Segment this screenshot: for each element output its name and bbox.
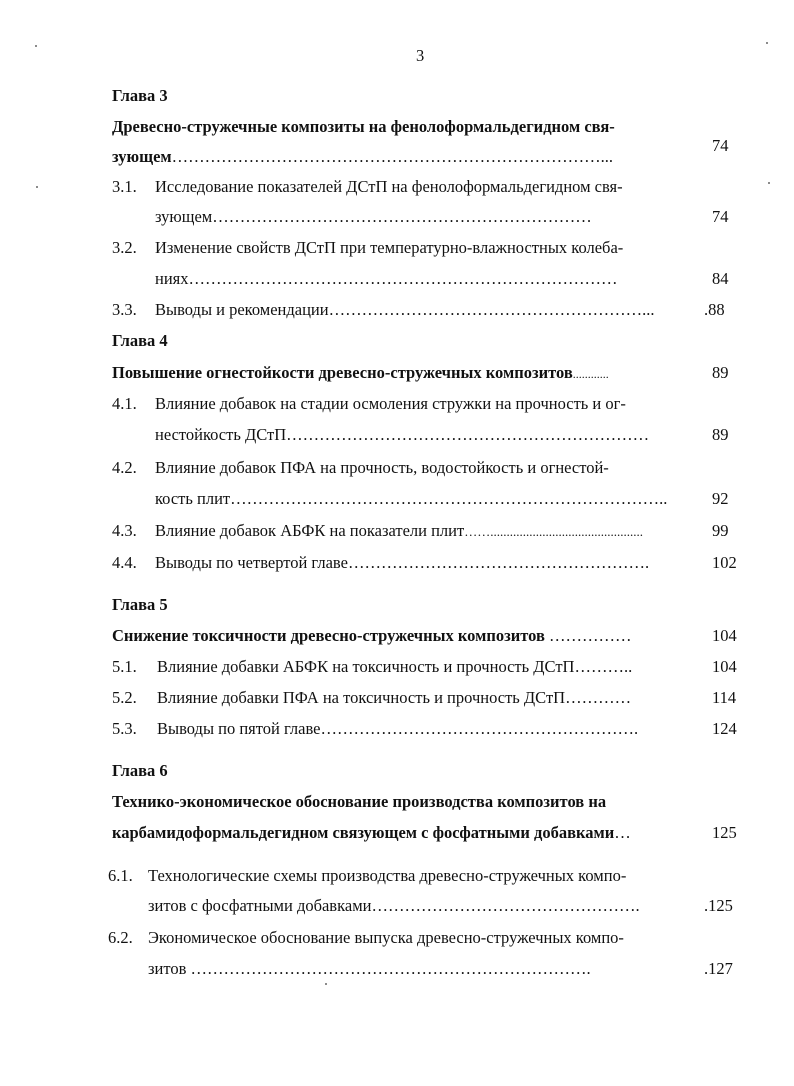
- chapter-3-heading: Глава 3: [112, 86, 168, 105]
- section-4-4-number: 4.4.: [112, 553, 137, 572]
- section-3-2-title-line2: [155, 269, 618, 289]
- chapter-5-heading: Глава 5: [112, 595, 168, 614]
- chapter-3-title-end: зующем: [112, 147, 172, 166]
- chapter-5-title-line: [112, 626, 631, 646]
- chapter-4-heading: Глава 4: [112, 331, 168, 350]
- page-number: 3: [416, 46, 425, 65]
- chapter-6-page: 125: [712, 823, 737, 842]
- section-4-2-title-end: кость плит: [155, 489, 231, 508]
- section-3-1-title-line1: Исследование показателей ДСтП на фенолоформальдегидном свя-: [155, 177, 623, 196]
- toc-leader-dots: …………………………………………………...: [328, 300, 655, 319]
- scan-speck: [36, 186, 38, 188]
- section-4-3-title-line: [155, 521, 643, 542]
- toc-leader-dots: ............: [572, 367, 609, 381]
- toc-leader-dots: ……………………………………………………………….: [186, 959, 591, 978]
- section-5-3-title: Выводы по пятой главе: [157, 719, 321, 738]
- chapter-6-heading: Глава 6: [112, 761, 168, 780]
- section-4-1-title-line1: Влияние добавок на стадии осмоления стружки на прочность и ог-: [155, 394, 626, 413]
- section-4-1-number: 4.1.: [112, 394, 137, 413]
- section-3-1-title-end: зующем: [155, 207, 213, 226]
- section-4-4-page: 102: [712, 553, 737, 572]
- section-3-1-page: 74: [712, 207, 729, 226]
- section-6-1-title-end: зитов с фосфатными добавками: [148, 896, 372, 915]
- section-4-2-title-line2: [155, 489, 667, 509]
- scan-speck: [35, 45, 37, 47]
- section-6-1-title-line2: [148, 896, 640, 916]
- section-4-3-number: 4.3.: [112, 521, 137, 540]
- section-5-1-page: 104: [712, 657, 737, 676]
- chapter-6-title-line1: Технико-экономическое обоснование производства композитов на: [112, 792, 607, 811]
- toc-leader-dots: …………………………………………………………: [286, 425, 650, 444]
- section-6-1-number: 6.1.: [108, 866, 133, 885]
- toc-leader-dots: ………………………………………….: [371, 896, 640, 915]
- section-3-2-title-line1: Изменение свойств ДСтП при температурно-влажностных колеба-: [155, 238, 624, 257]
- section-5-3-page: 124: [712, 719, 737, 738]
- section-5-3-number: 5.3.: [112, 719, 137, 738]
- section-5-2-page: 114: [712, 688, 737, 707]
- section-6-2-title-end: зитов: [148, 959, 187, 978]
- section-3-3-title-line: [155, 300, 654, 320]
- toc-leader-dots: ……………………………………………………………………..: [230, 489, 668, 508]
- section-6-2-page: .127: [704, 959, 733, 978]
- chapter-6-title-end: карбамидоформальдегидном связующем с фосфатными добавками: [112, 823, 615, 842]
- section-5-1-title: Влияние добавки АБФК на токсичность и прочность ДСтП: [157, 657, 575, 676]
- toc-leader-dots: …………: [565, 688, 632, 707]
- chapter-4-page: 89: [712, 363, 729, 382]
- section-6-2-title-line2: [148, 959, 591, 979]
- toc-leader-dots: ……………………………………………………………………: [188, 269, 618, 288]
- toc-leader-dots: ………..: [574, 657, 633, 676]
- section-3-2-page: 84: [712, 269, 729, 288]
- section-4-4-title: Выводы по четвертой главе: [155, 553, 348, 572]
- toc-leader-dots: ……………: [544, 626, 632, 645]
- toc-leader-dots: ……………………………………………………………: [212, 207, 592, 226]
- toc-leader-dots: ……...............................................: [464, 524, 643, 539]
- section-3-3-line: [112, 300, 137, 320]
- section-3-3-page: .88: [704, 300, 725, 319]
- scan-speck: [325, 983, 327, 985]
- section-3-3-number: 3.3.: [112, 300, 137, 319]
- section-5-2-title-line: [157, 688, 631, 708]
- section-4-1-page: 89: [712, 425, 729, 444]
- chapter-5-page: 104: [712, 626, 737, 645]
- section-5-1-title-line: [157, 657, 632, 677]
- section-3-1-title-line2: [155, 207, 592, 227]
- chapter-3-title-line2: [112, 147, 613, 167]
- section-6-1-page: .125: [704, 896, 733, 915]
- chapter-3-page: 74: [712, 136, 729, 155]
- section-5-2-number: 5.2.: [112, 688, 137, 707]
- toc-leader-dots: ………………………………………………….: [320, 719, 639, 738]
- scan-speck: [768, 182, 770, 184]
- section-4-1-title-line2: [155, 425, 649, 445]
- section-4-2-title-line1: Влияние добавок ПФА на прочность, водостойкость и огнестой-: [155, 458, 609, 477]
- toc-leader-dots: …: [614, 823, 631, 842]
- toc-leader-dots: ……………………………………………….: [347, 553, 650, 572]
- section-4-3-title: Влияние добавок АБФК на показатели плит: [155, 521, 465, 540]
- section-4-2-page: 92: [712, 489, 729, 508]
- section-5-2-title: Влияние добавки ПФА на токсичность и прочность ДСтП: [157, 688, 566, 707]
- chapter-5-title: Снижение токсичности древесно-стружечных композитов: [112, 626, 545, 645]
- section-5-3-title-line: [157, 719, 638, 739]
- section-4-3-page: 99: [712, 521, 729, 540]
- section-4-1-title-end: нестойкость ДСтП: [155, 425, 287, 444]
- section-4-4-title-line: [155, 553, 649, 573]
- toc-leader-dots: ……………………………………………………………………...: [171, 147, 614, 166]
- chapter-4-title: Повышение огнестойкости древесно-стружечных композитов: [112, 363, 573, 382]
- chapter-6-title-line2: [112, 823, 631, 843]
- scan-speck: [766, 42, 768, 44]
- section-6-1-title-line1: Технологические схемы производства древесно-стружечных компо-: [148, 866, 627, 885]
- section-3-3-title: Выводы и рекомендации: [155, 300, 329, 319]
- section-6-2-number: 6.2.: [108, 928, 133, 947]
- section-6-2-title-line1: Экономическое обоснование выпуска древесно-стружечных компо-: [148, 928, 624, 947]
- chapter-3-title-line1: Древесно-стружечные композиты на фенолоформальдегидном свя-: [112, 117, 615, 136]
- chapter-4-title-line: [112, 363, 609, 384]
- section-3-2-title-end: ниях: [155, 269, 189, 288]
- section-5-1-number: 5.1.: [112, 657, 137, 676]
- section-3-2-number: 3.2.: [112, 238, 137, 257]
- section-3-1-number: 3.1.: [112, 177, 137, 196]
- section-4-2-number: 4.2.: [112, 458, 137, 477]
